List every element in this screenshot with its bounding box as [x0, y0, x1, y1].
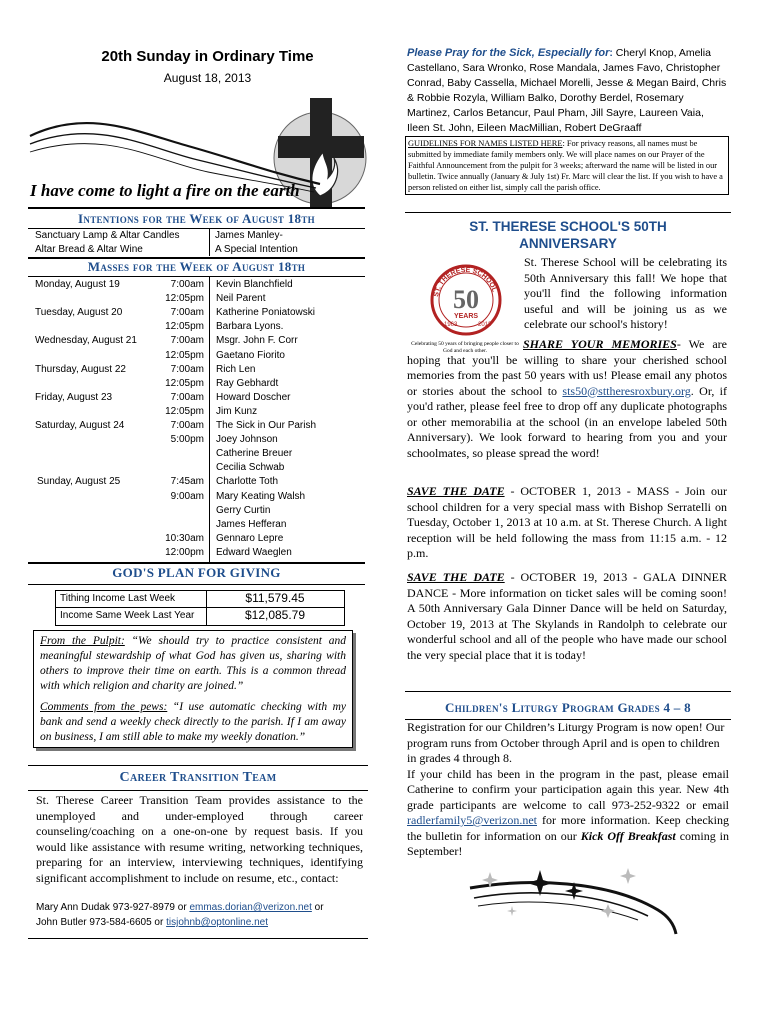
pray-colon: :	[609, 47, 613, 59]
share-text-2: . Or, if you'd rather, please feel free to drop off any duplicate photographs or other memorabilia at the school (in an envelope labeled 50th Anniversary). We look forward to hearing from you and your schoolmates, so please spread the word!	[407, 383, 728, 460]
pulpit-label: From the Pulpit:	[40, 635, 125, 647]
career-contact-1	[36, 902, 324, 913]
career-body: St. Therese Career Transition Team provides assistance to the unemployed and under-employed through career counseling/coaching on a one-on-one by request basis. If you would like assistance with resume writing, networking techniques, preparing for an interview, interviewing techniques, identifying significant accomplishment to include on resume, etc., contact:	[36, 793, 363, 885]
logo-arc-text: ST. THERESE SCHOOL	[433, 266, 498, 298]
pulpit-box	[33, 630, 353, 748]
mass-time: 12:00pm	[165, 546, 204, 558]
liturgy-heading: Children's Liturgy Program Grades 4 – 8	[445, 700, 691, 715]
mass-time: 7:00am	[170, 335, 204, 347]
mass-intention: Catherine Breuer	[216, 448, 293, 460]
liturgy-email-link[interactable]: radlerfamily5@verizon.net	[407, 813, 537, 827]
mass-intention: Charlotte Toth	[216, 476, 279, 488]
save-date-text: - OCTOBER 1, 2013 - MASS - Join our school children for a very special mass with Bishop Serratelli on Tuesday, October 1, 2013 at 10 a.m. at St. Therese Church. A light reception will be held following the mass from 11:15 a.m. - 12 p.m.	[407, 484, 727, 560]
save-date-title: SAVE THE DATE	[407, 484, 505, 498]
contact-email-link[interactable]: tisjohnb@optonline.net	[166, 917, 268, 928]
mass-intention: Gennaro Lepre	[216, 532, 284, 544]
intention-label: Sanctuary Lamp & Altar Candles	[35, 230, 180, 241]
save-date-gala	[407, 570, 727, 663]
mass-intention: Kevin Blanchfield	[216, 279, 293, 290]
giving-value: $11,579.45	[245, 591, 305, 605]
mass-time: 10:30am	[165, 532, 204, 544]
pulpit-text	[40, 634, 346, 694]
header-title: 20th Sunday in Ordinary Time	[101, 48, 314, 65]
pray-names: Cheryl Knop, Amelia Castellano, Sara Wronko, Rose Mandala, James Favo, Christopher Conrad, Baby Cassella, Michael Morelli, Jesse & Megan Baird, Chris & Robbie Rozyla, William Balko, Dorothy Berdel, Rosemary Martinez, Carlos Betancur, Paul Pham, Jill Sayre, Laureen Vaia, Ileen St. John, Eileen MacMillian, Robert DeGraaff	[407, 47, 727, 134]
mass-intention: Cecilia Schwab	[216, 462, 285, 474]
logo-year-start: 1963	[444, 322, 458, 328]
mass-intention: Howard Doscher	[216, 391, 291, 403]
career-box	[28, 765, 368, 939]
logo-caption: Celebrating 50 years of bringing people closer to God and each other.	[411, 341, 519, 354]
mass-time: 9:00am	[170, 490, 204, 502]
liturgy-para-1: Registration for our Children’s Liturgy Program is now open! Our program runs from October through April and is open to children in grades 4 through 8.	[407, 720, 725, 765]
mass-intention: Jim Kunz	[216, 405, 258, 417]
mass-day: Thursday, August 22	[35, 363, 126, 375]
mass-intention: The Sick in Our Parish	[216, 420, 317, 431]
mass-day: Wednesday, August 21	[35, 335, 137, 347]
share-email-link[interactable]: sts50@sttheresroxbury.org	[562, 383, 691, 398]
mass-time: 7:45am	[170, 476, 204, 488]
liturgy-text: for more information. Keep checking the bulletin for information on our	[407, 813, 729, 843]
kickoff-text: Kick Off Breakfast	[580, 828, 676, 843]
liturgy-para-2	[407, 767, 729, 860]
divider	[209, 276, 210, 562]
pray-heading: Please Pray for the Sick, Especially for	[407, 47, 610, 59]
divider	[209, 228, 210, 256]
mass-intention: Joey Johnson	[216, 434, 278, 446]
header-tagline: I have come to light a fire on the earth	[30, 181, 300, 200]
mass-time: 12:05pm	[165, 293, 204, 305]
contact-text: Mary Ann Dudak 973-927-8979 or	[36, 902, 190, 913]
guidelines-box	[405, 136, 729, 195]
career-contact-2	[36, 917, 268, 928]
mass-intention: Katherine Poniatowski	[216, 307, 315, 319]
contact-text: John Butler 973-584-6605 or	[36, 917, 167, 928]
giving-label: Tithing Income Last Week	[60, 593, 176, 604]
masses-heading: Masses for the Week of August 18th	[87, 259, 306, 274]
school-intro: St. Therese School will be celebrating its 50th Anniversary this fall! We hope that you'll find the following information useful and will be joining us as we celebrate our school's history!	[524, 255, 727, 331]
liturgy-text: coming in September!	[407, 828, 730, 858]
mass-intention: Edward Waeglen	[216, 546, 292, 558]
guidelines-label: GUIDELINES FOR NAMES LISTED HERE	[408, 139, 563, 148]
guidelines-text: : For privacy reasons, all names must be submitted by immediate family members only. We will place names on our Prayer of the Faithful Announcement from the pulpit for 3 weeks; afterward the name will be listed in our bulletin. Twice annually (January & July 1st) Fr. Marc will clear the list. If you wish to have a person relisted on either list, simply call the parish office.	[408, 139, 723, 192]
mass-intention: Mary Keating Walsh	[216, 490, 306, 502]
header-date: August 18, 2013	[163, 71, 252, 85]
mass-day: Monday, August 19	[35, 279, 120, 290]
pews-text	[40, 700, 346, 745]
mass-intention: Gerry Curtin	[216, 504, 271, 516]
logo-number: 50	[453, 285, 479, 314]
liturgy-text: If your child has been in the program in the past, please email Catherine to confirm your participation again this year. New 4th grade participants are welcome to call 973-252-9322 or email	[407, 766, 729, 812]
mass-time: 7:00am	[170, 363, 204, 375]
intention-label: Altar Bread & Altar Wine	[35, 244, 143, 255]
mass-intention: Barbara Lyons.	[216, 321, 284, 333]
school-memories	[407, 337, 727, 461]
share-text: - We are hoping that you'll be willing to share your cherished school memories from the past 50 years with us! Please email any photos or stories about the school to	[407, 337, 727, 398]
liturgy-body	[407, 720, 729, 860]
mass-intention: Gaetano Fiorito	[216, 349, 285, 361]
mass-time: 7:00am	[170, 279, 204, 290]
pray-section	[407, 46, 727, 136]
intention-name: James Manley-	[215, 230, 283, 241]
pews-label: Comments from the pews:	[40, 701, 168, 713]
mass-day: Sunday, August 25	[37, 476, 121, 488]
mass-intention: Rich Len	[216, 363, 256, 375]
mass-intention: Neil Parent	[216, 293, 266, 305]
contact-email-link[interactable]: emmas.dorian@verizon.net	[189, 902, 312, 913]
mass-time: 7:00am	[170, 391, 204, 403]
mass-day: Saturday, August 24	[35, 420, 125, 431]
divider	[28, 207, 365, 209]
mass-time: 12:05pm	[165, 405, 204, 417]
stars-swoosh-decoration	[468, 858, 688, 938]
divider	[28, 562, 365, 564]
school-50-years-logo	[416, 262, 516, 342]
mass-time: 12:05pm	[165, 377, 204, 389]
school-heading-1: ST. THERESE SCHOOL'S 50TH	[469, 219, 667, 234]
school-heading-2: ANNIVERSARY	[519, 236, 617, 251]
save-date-text: - OCTOBER 19, 2013 - GALA DINNER DANCE - More information on ticket sales will be coming soon! A 50th Anniversary Gala Dinner Dance will be held on Saturday, October 19, 2013 at The Skylands in Randolph to celebrate our wonderful school and all of the people who have made our school the very special place that it is today!	[407, 570, 727, 662]
intentions-heading: Intentions for the Week of August 18th	[78, 211, 315, 226]
mass-intention: Msgr. John F. Corr	[216, 335, 298, 347]
divider	[28, 790, 368, 791]
save-date-mass	[407, 484, 727, 562]
divider	[28, 584, 365, 585]
divider	[405, 691, 731, 692]
career-heading: Career Transition Team	[119, 770, 277, 785]
pulpit-quote: “We should try to practice consistent and meaningful stewardship of what God has given us, sharing with others to improve their time on earth. This is a common thread with which religion and charity are joined.”	[40, 635, 346, 692]
share-title: SHARE YOUR MEMORIES	[523, 337, 677, 351]
mass-day: Tuesday, August 20	[35, 307, 123, 319]
mass-time: 7:00am	[170, 307, 204, 319]
contact-text: or	[311, 902, 324, 913]
mass-day: Friday, August 23	[35, 391, 113, 403]
save-date-title: SAVE THE DATE	[407, 570, 505, 584]
mass-time: 7:00am	[170, 420, 204, 431]
mass-time: 12:05pm	[165, 349, 204, 361]
giving-table	[55, 590, 345, 626]
mass-time: 12:05pm	[165, 321, 204, 333]
mass-time: 5:00pm	[170, 434, 204, 446]
intention-name: A Special Intention	[215, 244, 298, 255]
mass-intention: James Hefferan	[216, 518, 287, 530]
pews-quote: “I use automatic checking with my bank and send a weekly check directly to the parish. If I am away on business, I am still able to make my weekly donation.”	[40, 701, 346, 743]
mass-intention: Ray Gebhardt	[216, 377, 279, 389]
divider	[28, 276, 365, 277]
giving-heading: GOD'S PLAN FOR GIVING	[112, 565, 281, 580]
logo-years: YEARS	[453, 313, 479, 320]
giving-label: Income Same Week Last Year	[60, 610, 195, 621]
giving-value: $12,085.79	[244, 608, 306, 622]
logo-year-end: 2013	[478, 322, 492, 328]
